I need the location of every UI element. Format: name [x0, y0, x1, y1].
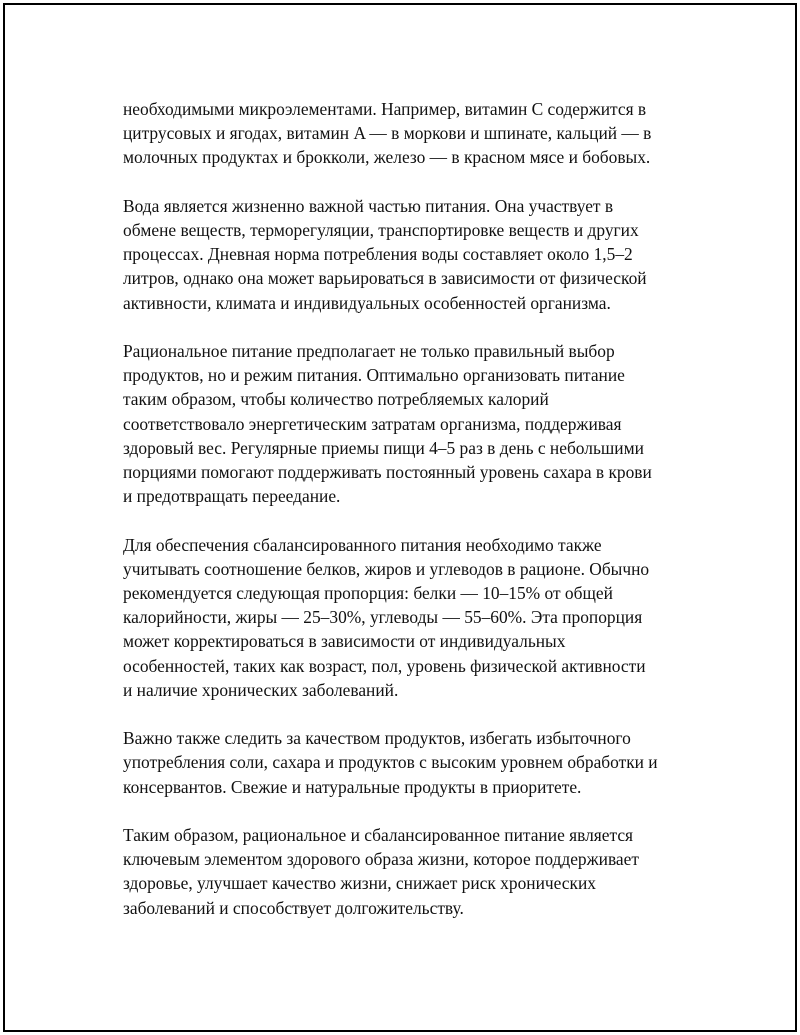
- text-line: калорийности, жиры — 25–30%, углеводы — 55–60%. Эта пропорция: [123, 607, 643, 628]
- paragraph-conclusion: [123, 823, 695, 920]
- text-line: рекомендуется следующая пропорция: белки — 10–15% от общей: [123, 583, 613, 604]
- text-line: Таким образом, рациональное и сбалансированное питание является: [123, 825, 634, 846]
- text-line: здоровый вес. Регулярные приемы пищи 4–5 раз в день с небольшими: [123, 437, 644, 458]
- text-line: активности, климата и индивидуальных особенностей организма.: [123, 292, 611, 313]
- paragraph-macronutrient-ratio: [123, 533, 695, 702]
- text-line: порциями помогают поддерживать постоянный уровень сахара в крови: [123, 462, 652, 483]
- text-line: Важно также следить за качеством продуктов, избегать избыточного: [123, 728, 631, 749]
- text-line: цитрусовых и ягодах, витамин A — в моркови и шпинате, кальций — в: [123, 123, 652, 144]
- text-line: может корректироваться в зависимости от индивидуальных: [123, 631, 566, 652]
- text-line: литров, однако она может варьироваться в зависимости от физической: [123, 268, 647, 289]
- page-content: [123, 97, 695, 944]
- text-line: молочных продуктах и брокколи, железо — в красном мясе и бобовых.: [123, 147, 651, 168]
- text-line: Рациональное питание предполагает не только правильный выбор: [123, 341, 615, 361]
- text-line: таким образом, чтобы количество потребляемых калорий: [123, 389, 549, 410]
- page-frame: [3, 3, 797, 1032]
- text-line: употребления соли, сахара и продуктов с высоким уровнем обработки и: [123, 752, 658, 773]
- text-line: и наличие хронических заболеваний.: [123, 679, 399, 700]
- text-line: обмене веществ, терморегуляции, транспортировке веществ и других: [123, 220, 639, 240]
- text-line: процессах. Дневная норма потребления воды составляет около 1,5–2: [123, 244, 633, 265]
- text-line: здоровье, улучшает качество жизни, снижает риск хронических: [123, 873, 596, 894]
- paragraph-meal-regime: [123, 339, 695, 508]
- paragraph-water: [123, 194, 695, 315]
- text-line: консервантов. Свежие и натуральные продукты в приоритете.: [123, 776, 582, 797]
- text-line: ключевым элементом здорового образа жизни, которое поддерживает: [123, 849, 639, 870]
- text-line: учитывать соотношение белков, жиров и углеводов в рационе. Обычно: [123, 558, 650, 579]
- text-line: Вода является жизненно важной частью питания. Она участвует в: [123, 195, 614, 216]
- text-line: особенностей, таких как возраст, пол, уровень физической активности: [123, 655, 646, 676]
- text-line: и предотвращать переедание.: [123, 486, 341, 507]
- text-line: заболеваний и способствует долгожительству.: [123, 897, 464, 918]
- text-line: соответствовало энергетическим затратам организма, поддерживая: [123, 413, 622, 434]
- text-line: необходимыми микроэлементами. Например, витамин C содержится в: [123, 99, 647, 119]
- paragraph-micronutrients: [123, 97, 695, 170]
- text-line: Для обеспечения сбалансированного питания необходимо также: [123, 534, 602, 555]
- text-line: продуктов, но и режим питания. Оптимально организовать питание: [123, 365, 625, 386]
- paragraph-food-quality: [123, 726, 695, 799]
